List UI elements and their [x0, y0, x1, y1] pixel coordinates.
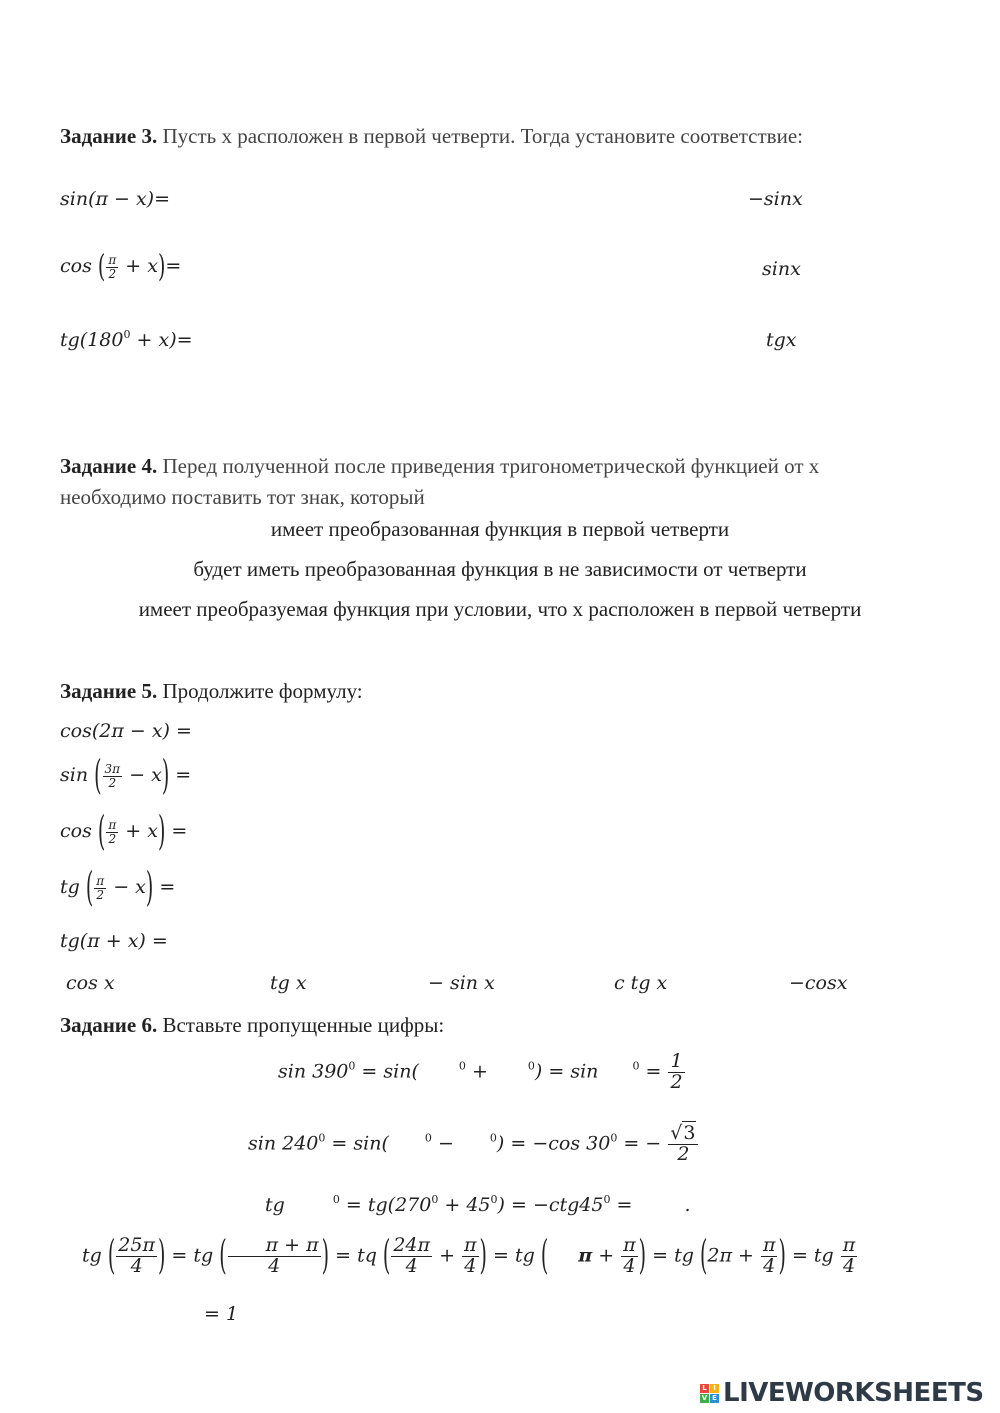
logo-text: LIVEWORKSHEETS [723, 1378, 984, 1408]
task5-answer-4[interactable]: c tg x [614, 972, 668, 994]
task4-title: Задание 4. [60, 454, 158, 478]
task5-title: Задание 5. [60, 679, 158, 703]
task6-line-3: tg $^0 = tg(270^0 + 45^0) = -ctg45^0$ = . [265, 1193, 691, 1216]
task3-left-2: cos ( $\frac{\pi}{2}$ + x)= [60, 249, 182, 285]
task4-text-2: необходимо поставить тот знак, который [60, 485, 425, 509]
task3-heading [60, 124, 803, 149]
logo-letter: I [710, 1384, 719, 1393]
task4-heading [60, 454, 819, 479]
task5-formula-5: tg(π + x) = [60, 930, 168, 952]
task4-option-2[interactable]: будет иметь преобразованная функция в не зависимости от четверти [193, 557, 807, 581]
task3-answer-1[interactable]: −sinx [748, 188, 803, 210]
task6-line-5: = 1 [204, 1303, 239, 1325]
task5-formula-3: cos ( $\frac{\pi}{2}$ + x) = [60, 808, 188, 856]
task3-answer-2[interactable]: sinx [762, 258, 801, 280]
task5-answer-1[interactable]: cos x [66, 972, 115, 994]
task5-answer-3[interactable]: − sin x [428, 972, 495, 994]
logo-letter: E [710, 1394, 719, 1403]
task3-left-3: $tg(180^0 + x)=$ [60, 328, 193, 351]
logo-cube-icon [700, 1384, 719, 1403]
task5-answer-5[interactable]: −cosx [789, 972, 848, 994]
task6-line-2: $\sin 240^0 = \sin$( $^0$ − $^0$) = −cos $30^0$ = − $\frac{√3}{2}$ [248, 1124, 699, 1165]
task3-left-1: sin(π − x)= [60, 188, 171, 210]
task3-answer-3[interactable]: tgx [766, 329, 797, 351]
task5-formula-2: sin ( $\frac{3\pi}{2}$ − x) = [60, 752, 192, 800]
task4-option-1[interactable]: имеет преобразованная функция в первой четверти [270, 517, 730, 541]
task5-answer-2[interactable]: tg x [270, 972, 307, 994]
task4-text-1: Перед полученной после приведения тригонометрической функцией от х [162, 454, 820, 478]
task4-option-3[interactable]: имеет преобразуемая функция при условии, что х расположен в первой четверти [138, 597, 862, 621]
task6-line-4: tg ( $\frac{25\pi}{4}$ ) = tg ( $\frac{\pi + \pi}{4}$ ) = tq ( $\frac{24\pi}{4}$ + $\frac{\pi}{4}$ ) = tg ( π + $\frac{\pi}{4}$ ) = tg (2π + $\frac{\pi}{4}$ ) = tg $\frac{\pi}{4}$ [82, 1233, 856, 1280]
task6-text: Вставьте пропущенные цифры: [162, 1013, 445, 1037]
task5-heading [60, 679, 363, 704]
task6-title: Задание 6. [60, 1013, 158, 1037]
task5-formula-4: tg ( $\frac{\pi}{2}$ − x) = [60, 864, 176, 912]
task3-title: Задание 3. [60, 124, 158, 148]
task5-formula-1: cos(2π − x) = [60, 720, 192, 742]
task5-text: Продолжите формулу: [162, 679, 363, 703]
logo-letter: L [700, 1384, 709, 1393]
task6-line-1: $\sin 390^0 = \sin$( $^0$ + $^0$) = sin $^0$ = $\frac{1}{2}$ [278, 1050, 683, 1093]
task3-text: Пусть х расположен в первой четверти. Тогда установите соответствие: [162, 124, 803, 148]
liveworksheets-logo [700, 1378, 984, 1408]
logo-letter: V [701, 1393, 708, 1402]
task6-heading [60, 1013, 444, 1038]
